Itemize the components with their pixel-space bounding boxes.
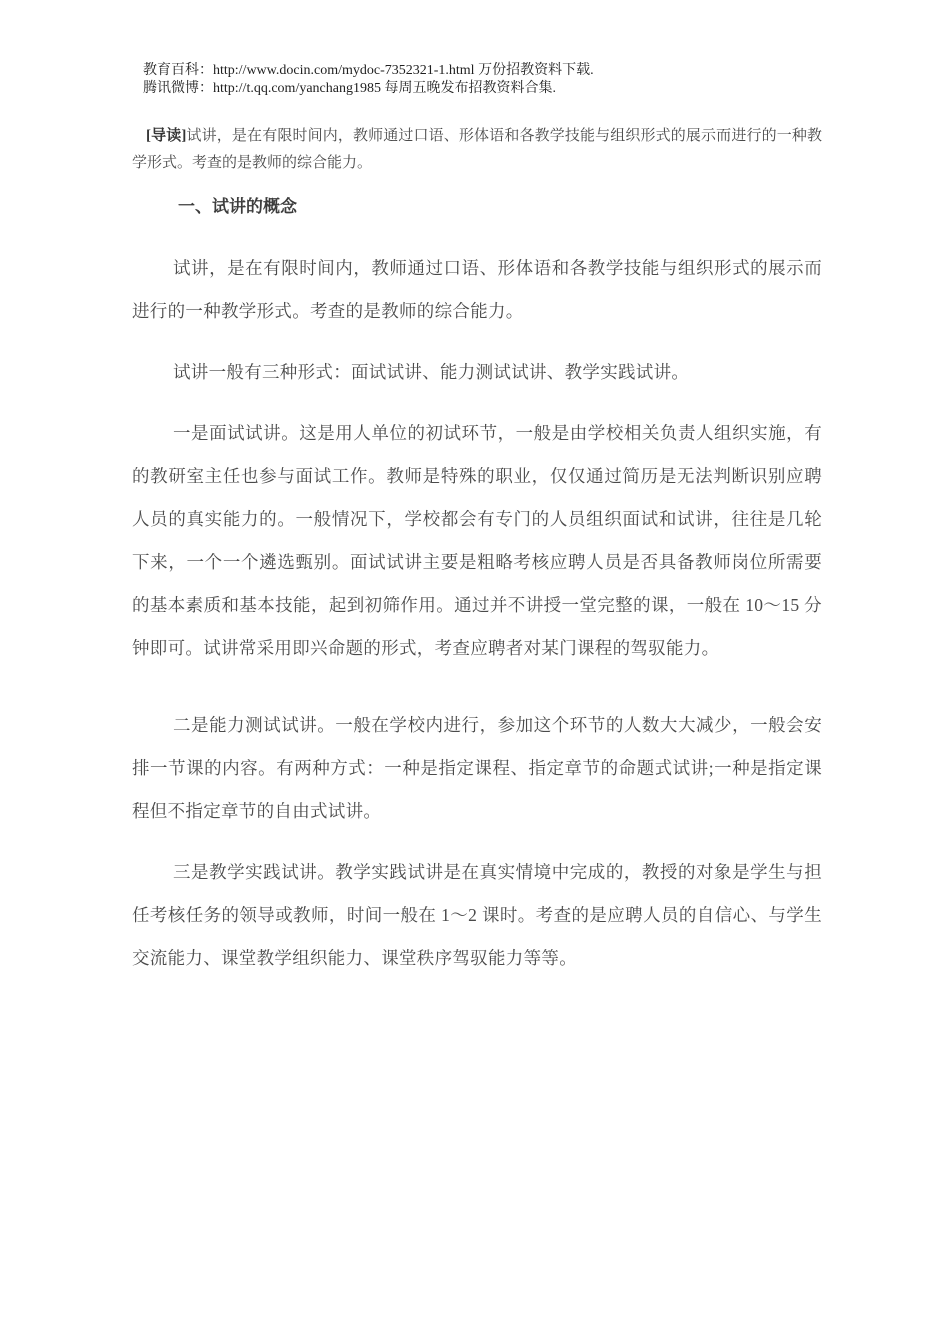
intro-text: 试讲，是在有限时间内，教师通过口语、形体语和各教学技能与组织形式的展示而进行的一种教学形式。考查的是教师的综合能力。 — [132, 128, 822, 171]
body-paragraph-4: 二是能力测试试讲。一般在学校内进行，参加这个环节的人数大大减少，一般会安排一节课的内容。有两种方式：一种是指定课程、指定章节的命题式试讲;一种是指定课程但不指定章节的自由式试讲。 — [132, 715, 822, 821]
site-note: 万份招教资料下载. — [474, 63, 594, 78]
site-note: 每周五晚发布招教资料合集. — [380, 81, 556, 96]
section-heading: 一、试讲的概念 — [178, 197, 297, 216]
intro-paragraph — [132, 123, 822, 177]
intro-tag: [导读] — [146, 128, 187, 144]
body-paragraph-5: 三是教学实践试讲。教学实践试讲是在真实情境中完成的，教授的对象是学生与担任考核任务的领导或教师，时间一般在 1～2 课时。考查的是应聘人员的自信心、与学生交流能力、课堂教学组织能力、课堂秩序驾驭能力等等。 — [132, 862, 822, 968]
docin-url: http://www.docin.com/mydoc-7352321-1.html — [213, 63, 475, 78]
site-label: 腾讯微博： — [143, 81, 213, 96]
weibo-url: http://t.qq.com/yanchang1985 — [213, 81, 381, 96]
body-paragraph-1: 试讲，是在有限时间内，教师通过口语、形体语和各教学技能与组织形式的展示而进行的一种教学形式。考查的是教师的综合能力。 — [132, 258, 822, 321]
header-line-tencent-weibo — [143, 80, 822, 98]
document-content — [132, 0, 822, 998]
header-line-education-baike — [143, 62, 822, 80]
body-paragraph-2: 试讲一般有三种形式：面试试讲、能力测试试讲、教学实践试讲。 — [173, 362, 690, 382]
doc-header — [132, 62, 822, 98]
site-label: 教育百科： — [143, 63, 213, 78]
body-paragraph-3: 一是面试试讲。这是用人单位的初试环节，一般是由学校相关负责人组织实施，有的教研室主任也参与面试工作。教师是特殊的职业，仅仅通过简历是无法判断识别应聘人员的真实能力的。一般情况下，学校都会有专门的人员组织面试和试讲，往往是几轮下来，一个一个遴选甄别。面试试讲主要是粗略考核应聘人员是否具备教师岗位所需要的基本素质和基本技能，起到初筛作用。通过并不讲授一堂完整的课，一般在 10～15 分钟即可。试讲常采用即兴命题的形式，考查应聘者对某门课程的驾驭能力。 — [132, 423, 822, 658]
